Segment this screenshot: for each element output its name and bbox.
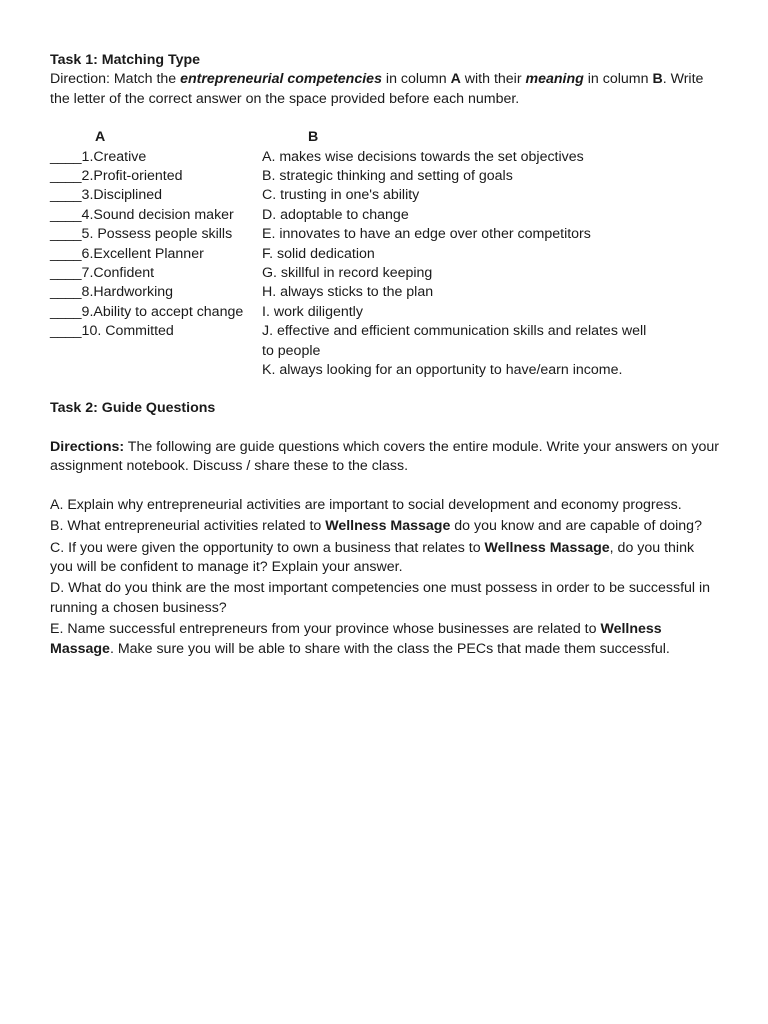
task1-title: Task 1: Matching Type xyxy=(50,52,201,68)
matching-column-headers xyxy=(50,128,720,147)
matching-row xyxy=(50,186,720,205)
matching-row xyxy=(50,245,720,264)
column-b-item: F. solid dedication xyxy=(262,245,375,262)
task2-section xyxy=(50,399,720,658)
matching-table xyxy=(50,148,720,381)
column-a-item: ____2.Profit-oriented xyxy=(50,168,183,185)
task2-directions: Directions: The following are guide questions which covers the entire module. Write your answers on your assignment notebook. Discuss / share these to the class. xyxy=(50,438,719,475)
question-d: D. What do you think are the most important competencies one must possess in order to be successful in running a chosen business? xyxy=(50,580,711,616)
matching-row xyxy=(50,206,720,225)
column-b-item: H. always sticks to the plan xyxy=(262,284,434,301)
question-a: A. Explain why entrepreneurial activities are important to social development and economy progress. xyxy=(50,496,682,513)
matching-row xyxy=(50,264,720,283)
question-c: C. If you were given the opportunity to own a business that relates to Wellness Massage, do you think you will be confident to manage it? Explain your answer. xyxy=(50,539,695,575)
column-a-header: A xyxy=(95,129,106,146)
column-a-item: ____8.Hardworking xyxy=(50,284,174,301)
matching-row xyxy=(50,361,720,380)
column-a-item: ____1.Creative xyxy=(50,148,147,165)
column-b-item: B. strategic thinking and setting of goals xyxy=(262,168,513,185)
column-a-item: ____6.Excellent Planner xyxy=(50,245,204,262)
column-a-item: ____7.Confident xyxy=(50,265,155,282)
matching-row xyxy=(50,225,720,244)
column-a-item: ____5. Possess people skills xyxy=(50,226,233,243)
column-b-item: I. work diligently xyxy=(262,303,363,320)
matching-row xyxy=(50,148,720,167)
matching-row xyxy=(50,322,720,361)
column-b-item: K. always looking for an opportunity to have/earn income. xyxy=(262,362,623,379)
document-page xyxy=(50,51,720,661)
directions-label: Directions: xyxy=(50,438,125,455)
direction-emphasis-b: B xyxy=(652,71,663,88)
direction-emphasis-meaning: meaning xyxy=(525,71,584,88)
question-b: B. What entrepreneurial activities related to Wellness Massage do you know and are capable of doing? xyxy=(50,518,702,535)
matching-row xyxy=(50,283,720,302)
column-b-item: J. effective and efficient communication skills and relates well to people xyxy=(262,323,647,359)
column-b-item: G. skillful in record keeping xyxy=(262,265,433,282)
task1-direction: Direction: Match the entrepreneurial competencies in column A with their meaning in column B. Write the letter of the correct answer on the space provided before each number. xyxy=(50,71,704,107)
matching-row xyxy=(50,303,720,322)
column-a-item: ____10. Committed xyxy=(50,323,174,340)
column-b-header: B xyxy=(308,129,319,146)
column-b-item: D. adoptable to change xyxy=(262,206,409,223)
column-b-item: C. trusting in one's ability xyxy=(262,187,420,204)
column-a-item: ____9.Ability to accept change xyxy=(50,303,244,320)
column-b-item: E. innovates to have an edge over other competitors xyxy=(262,226,591,243)
column-b-item: A. makes wise decisions towards the set objectives xyxy=(262,148,584,165)
column-a-item: ____3.Disciplined xyxy=(50,187,162,204)
direction-emphasis-competencies: entrepreneurial competencies xyxy=(180,71,382,88)
direction-emphasis-a: A xyxy=(450,71,461,88)
task2-title: Task 2: Guide Questions xyxy=(50,400,216,417)
matching-row xyxy=(50,167,720,186)
question-e: E. Name successful entrepreneurs from your province whose businesses are related to Wellness Massage. Make sure you will be able to share with the class the PECs that made them successful. xyxy=(50,621,670,657)
column-a-item: ____4.Sound decision maker xyxy=(50,206,234,223)
